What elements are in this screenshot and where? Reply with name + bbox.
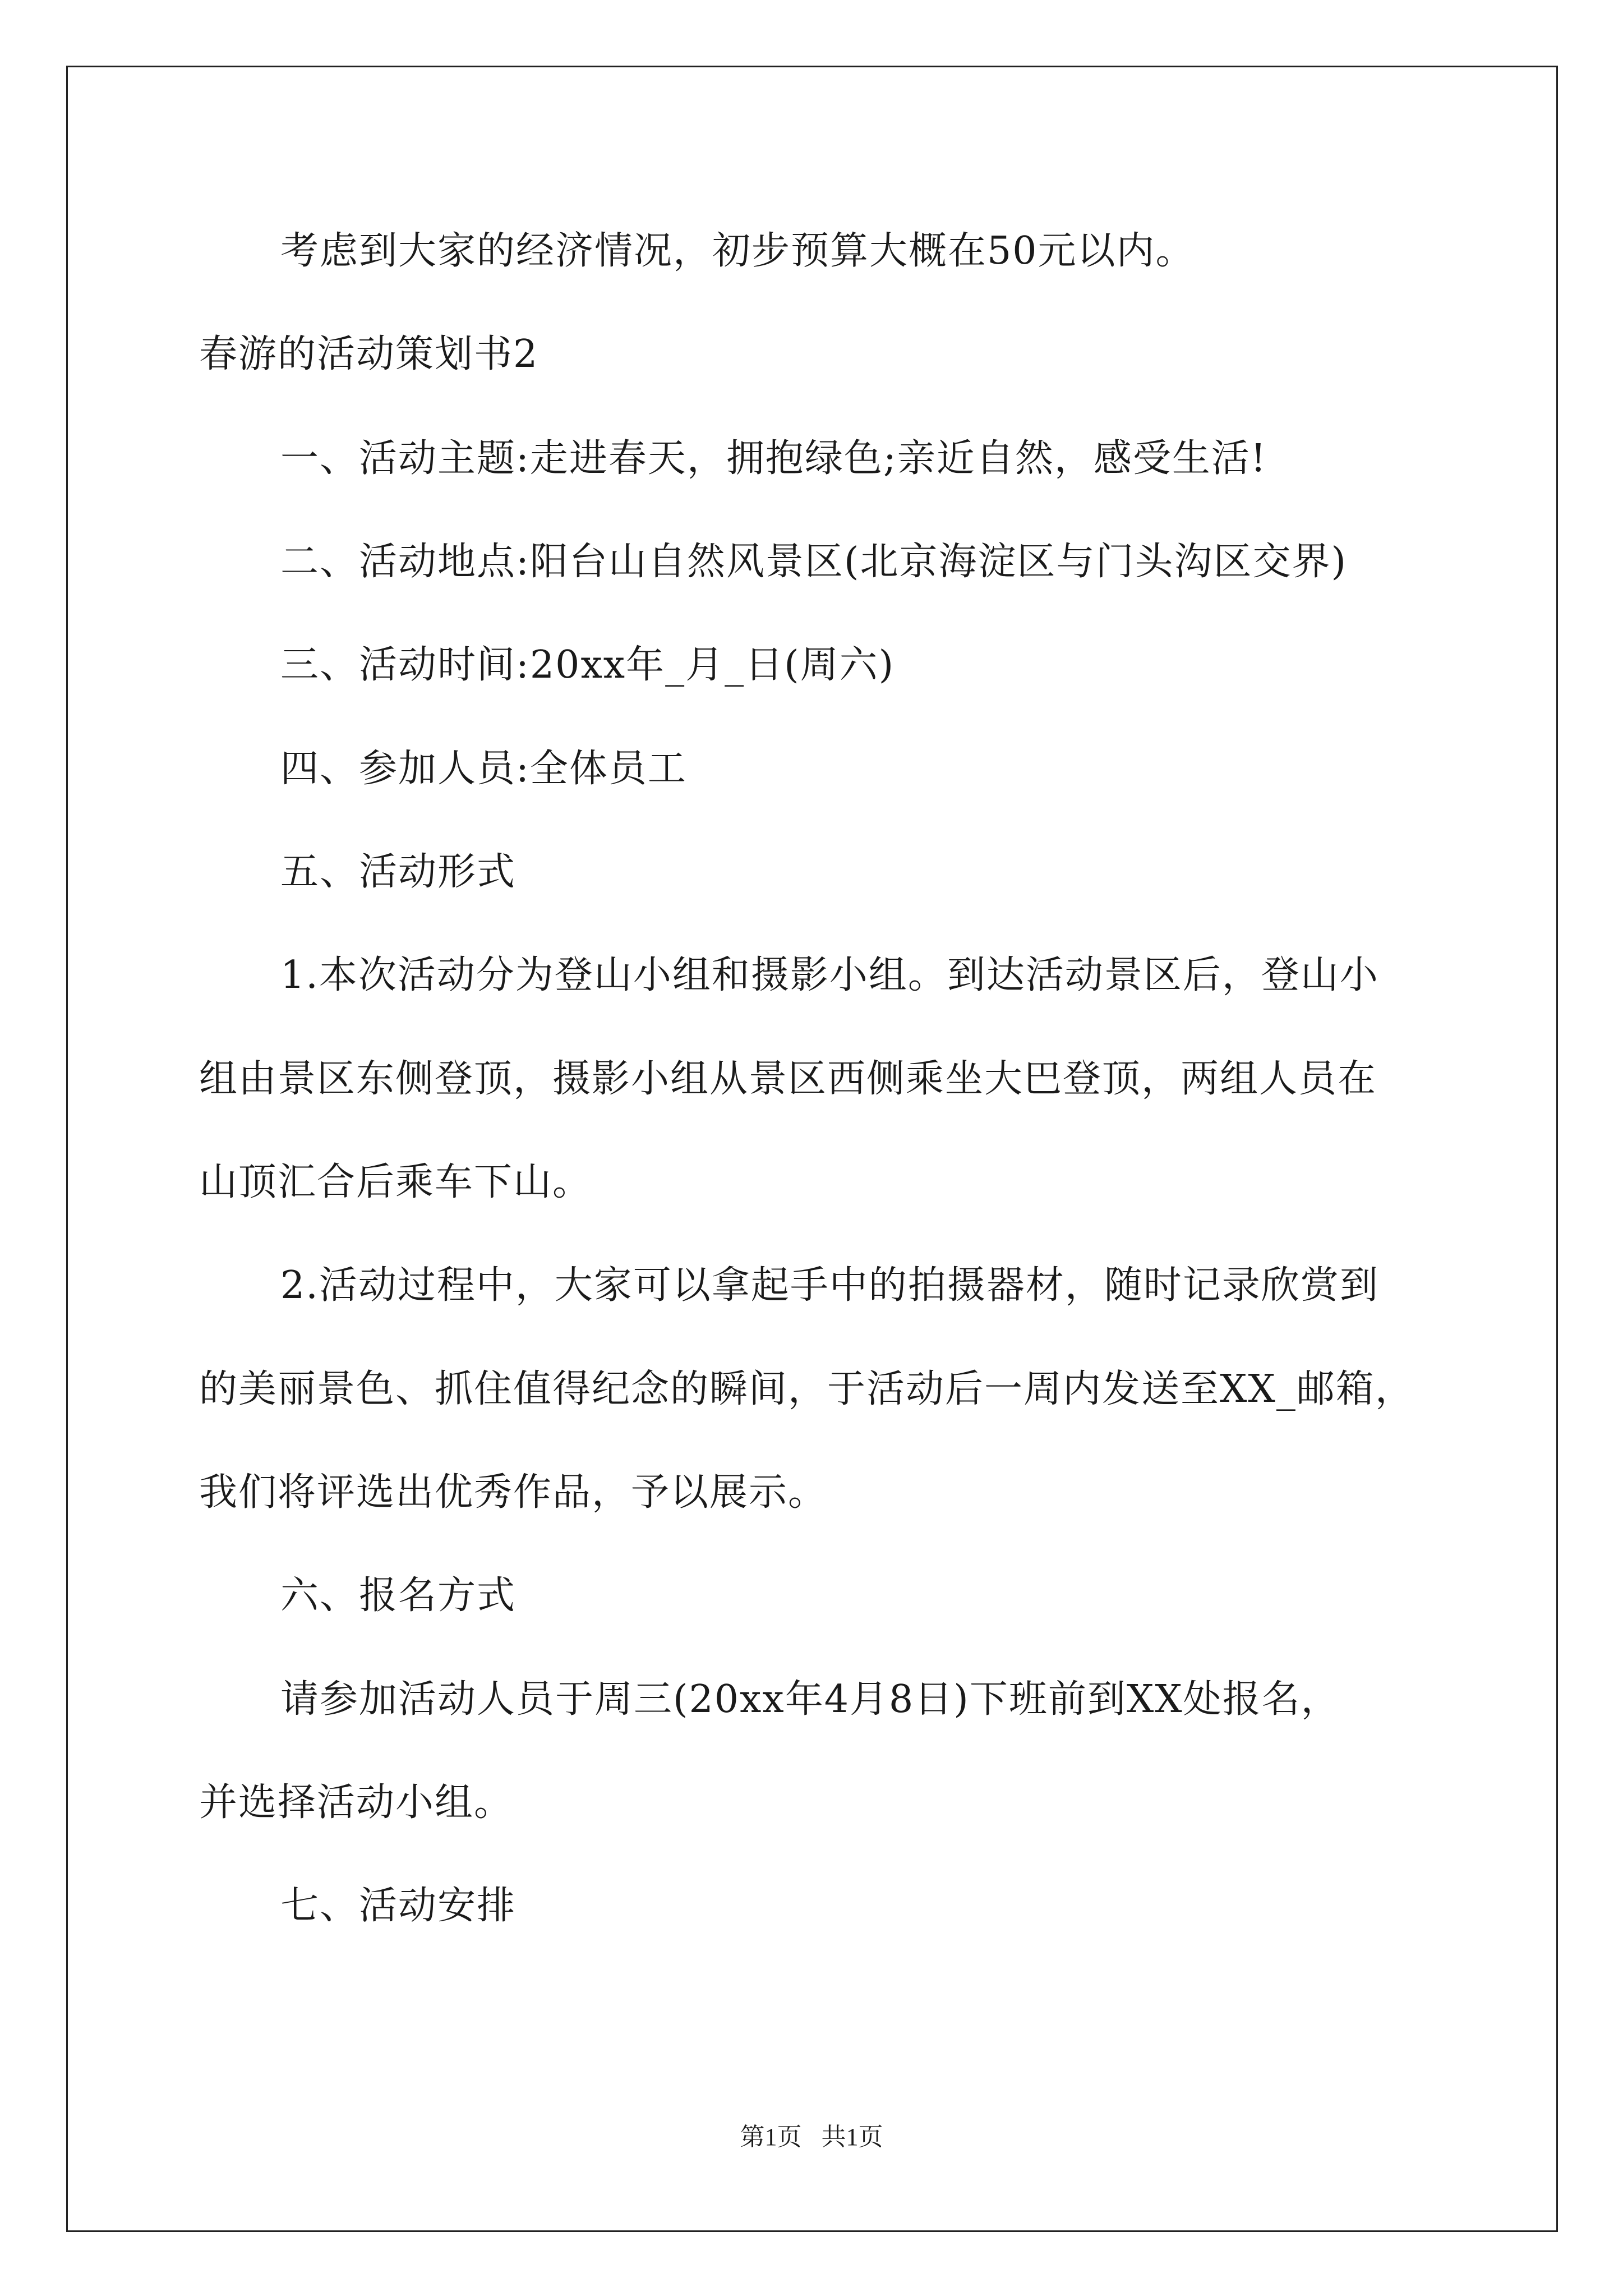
- registration-heading: 六、报名方式: [280, 1573, 517, 1618]
- activity-form-heading: 五、活动形式: [280, 850, 517, 894]
- registration-text-line-2: 并选择活动小组。: [199, 1780, 514, 1825]
- activity-form-item-1-line-3: 山顶汇合后乘车下山。: [199, 1160, 592, 1204]
- activity-form-item-2-line-2: 的美丽景色、抓住值得纪念的瞬间，于活动后一周内发送至XX_邮箱，: [199, 1367, 1414, 1411]
- registration-text-line-1: 请参加活动人员于周三(20xx年4月8日)下班前到XX处报名，: [280, 1677, 1340, 1722]
- activity-form-item-1-line-1: 1.本次活动分为登山小组和摄影小组。到达活动景区后，登山小: [280, 953, 1379, 997]
- activity-form-item-1-line-2: 组由景区东侧登顶，摄影小组从景区西侧乘坐大巴登顶，两组人员在: [199, 1057, 1377, 1101]
- participants: 四、参加人员:全体员工: [280, 747, 687, 791]
- activity-theme: 一、活动主题:走进春天，拥抱绿色;亲近自然，感受生活!: [280, 436, 1267, 481]
- activity-form-item-2-line-3: 我们将评选出优秀作品，予以展示。: [199, 1470, 828, 1515]
- activity-form-item-2-line-1: 2.活动过程中，大家可以拿起手中的拍摄器材，随时记录欣赏到: [280, 1263, 1379, 1308]
- page-total: 共1页: [821, 2123, 883, 2151]
- section-title: 春游的活动策划书2: [199, 332, 539, 376]
- budget-paragraph: 考虑到大家的经济情况，初步预算大概在50元以内。: [280, 229, 1195, 273]
- page-number: 第1页: [740, 2123, 802, 2151]
- schedule-heading: 七、活动安排: [280, 1884, 517, 1928]
- activity-time: 三、活动时间:20xx年_月_日(周六): [280, 643, 895, 687]
- activity-location: 二、活动地点:阳台山自然风景区(北京海淀区与门头沟区交界): [280, 540, 1347, 584]
- page-footer: [0, 2125, 1623, 2150]
